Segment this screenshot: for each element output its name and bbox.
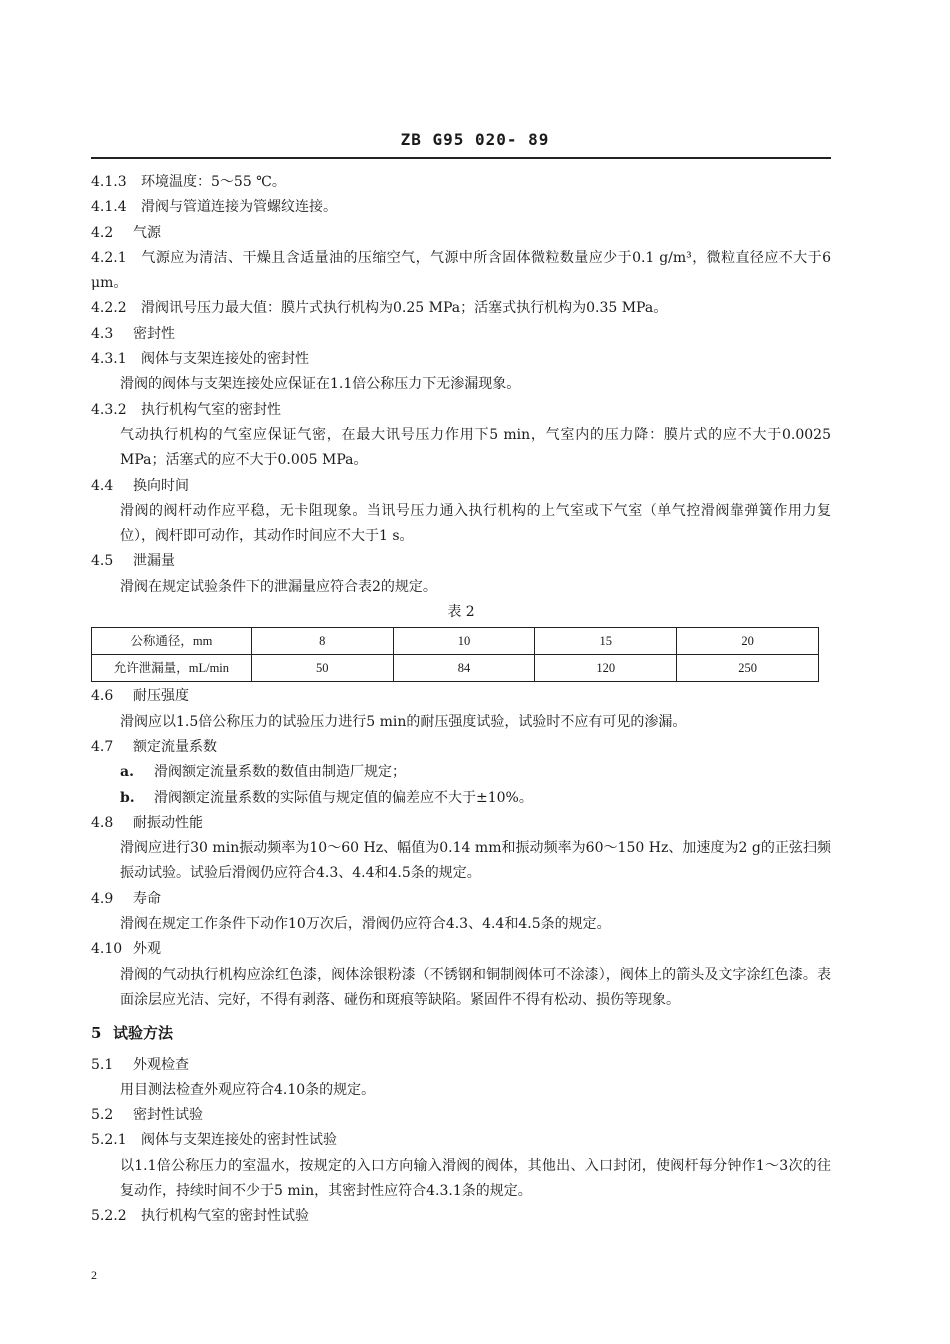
- clause-number: 5.2.2: [91, 1208, 127, 1225]
- clause-text: 执行机构气室的密封性试验: [141, 1208, 309, 1225]
- list-text: 滑阀额定流量系数的数值由制造厂规定；: [154, 764, 406, 781]
- clause-text: 滑阀与管道连接为管螺纹连接。: [141, 199, 337, 216]
- clause-text: 气源: [133, 224, 161, 241]
- list-label: b.: [120, 789, 135, 806]
- clause-4-3-2-paragraph: 气动执行机构的气室应保证气密，在最大讯号压力作用下5 min，气室内的压力降：膜片式的应不大于0.0025 MPa；活塞式的应不大于0.005 MPa。: [120, 426, 831, 469]
- clause-text: 耐压强度: [133, 688, 189, 705]
- clause-text: 阀体与支架连接处的密封性: [141, 351, 309, 368]
- clause-text: 密封性试验: [133, 1107, 203, 1124]
- header-rule: [91, 157, 831, 159]
- clause-text: 气源应为清洁、干燥且含适量油的压缩空气，气源中所含固体微粒数量应少于0.1 g/m³，微粒直径应不大于6 μm。: [91, 249, 831, 292]
- clause-number: 4.1.3: [91, 174, 127, 190]
- table-cell: 120: [535, 655, 677, 682]
- clause-text: 阀体与支架连接处的密封性试验: [141, 1132, 337, 1149]
- clause-number: 4.8: [91, 814, 114, 831]
- clause-number: 4.10: [91, 941, 123, 958]
- clause-number: 4.3.1: [91, 351, 127, 368]
- list-text: 滑阀额定流量系数的实际值与规定值的偏差应不大于±10%。: [154, 789, 533, 806]
- clause-4-1-3: [91, 170, 831, 195]
- clause-number: 4.2.1: [91, 249, 127, 266]
- clause-4-9: [91, 887, 831, 912]
- clause-5-2-1-paragraph: 以1.1倍公称压力的室温水，按规定的入口方向输入滑阀的阀体，其他出、入口封闭，使阀杆每分钟作1～3次的往复动作，持续时间不少于5 min，其密封性应符合4.3.1条的规定。: [120, 1157, 831, 1199]
- clause-number: 4.6: [91, 688, 114, 705]
- table-row: [92, 655, 819, 682]
- clause-4-2-2: [91, 296, 831, 321]
- clause-4-8-paragraph: 滑阀应进行30 min振动频率为10～60 Hz、幅值为0.14 mm和振动频率为60～150 Hz、加速度为2 g的正弦扫频振动试验。试验后滑阀仍应符合4.3、4.4和4.5条的规定。: [120, 840, 831, 882]
- clause-4-3-1-paragraph: 滑阀的阀体与支架连接处应保证在1.1倍公称压力下无渗漏现象。: [120, 376, 521, 393]
- list-item-b: [91, 786, 831, 811]
- table-2-caption: 表 2: [447, 604, 475, 621]
- clause-text: 外观检查: [133, 1056, 189, 1073]
- clause-text: 环境温度：5～55 ℃。: [141, 174, 286, 190]
- table-row-header: 公称通径，mm: [92, 628, 252, 655]
- clause-text: 耐振动性能: [133, 814, 203, 831]
- clause-text: 泄漏量: [133, 553, 175, 570]
- clause-text: 外观: [133, 941, 161, 958]
- page-number: 2: [91, 1268, 97, 1282]
- clause-4-6-paragraph: 滑阀应以1.5倍公称压力的试验压力进行5 min的耐压强度试验，试验时不应有可见的渗漏。: [120, 713, 687, 730]
- clause-number: 5.1: [91, 1056, 114, 1073]
- standard-code-header: ZB G95 020- 89: [400, 130, 550, 149]
- clause-number: 4.5: [91, 553, 114, 570]
- clause-number: 4.1.4: [91, 199, 127, 216]
- leakage-table: [91, 627, 819, 682]
- clause-number: 4.2: [91, 224, 114, 241]
- clause-5-2: [91, 1103, 831, 1128]
- clause-5-2-1: [91, 1128, 831, 1153]
- clause-4-1-4: [91, 195, 831, 220]
- section-number: 5: [91, 1024, 102, 1043]
- table-cell: 84: [393, 655, 535, 682]
- clause-4-9-paragraph: 滑阀在规定工作条件下动作10万次后，滑阀仍应符合4.3、4.4和4.5条的规定。: [120, 916, 611, 933]
- clause-4-4-paragraph: 滑阀的阀杆动作应平稳，无卡阻现象。当讯号压力通入执行机构的上气室或下气室（单气控滑阀靠弹簧作用力复位），阀杆即可动作，其动作时间应不大于1 s。: [120, 502, 831, 545]
- clause-4-2: [91, 221, 831, 246]
- clause-4-3: [91, 322, 831, 347]
- clause-5-1: [91, 1053, 831, 1078]
- clause-4-4: [91, 474, 831, 499]
- clause-4-3-1: [91, 347, 831, 372]
- table-cell: 20: [677, 628, 819, 655]
- clause-text: 滑阀讯号压力最大值：膜片式执行机构为0.25 MPa；活塞式执行机构为0.35 MPa。: [141, 300, 668, 317]
- section-title: 试验方法: [113, 1024, 174, 1043]
- clause-4-2-1: [91, 246, 831, 297]
- clause-text: 执行机构气室的密封性: [141, 401, 281, 418]
- clause-5-1-paragraph: 用目测法检查外观应符合4.10条的规定。: [120, 1081, 376, 1098]
- clause-4-3-2: [91, 398, 831, 423]
- clause-number: 4.3.2: [91, 401, 127, 418]
- clause-number: 5.2: [91, 1107, 114, 1124]
- table-row-header: 允许泄漏量，mL/min: [92, 655, 252, 682]
- clause-number: 4.3: [91, 325, 114, 342]
- list-label: a.: [120, 764, 134, 781]
- table-cell: 10: [393, 628, 535, 655]
- clause-text: 寿命: [133, 890, 161, 907]
- clause-4-8: [91, 811, 831, 836]
- table-cell: 15: [535, 628, 677, 655]
- clause-4-6: [91, 684, 831, 709]
- clause-4-10-paragraph: 滑阀的气动执行机构应涂红色漆，阀体涂银粉漆（不锈钢和铜制阀体可不涂漆），阀体上的箭头及文字涂红色漆。表面涂层应光洁、完好，不得有剥落、碰伤和斑痕等缺陷。紧固件不得有松动、损伤等现象。: [120, 966, 831, 1008]
- clause-number: 4.4: [91, 477, 114, 494]
- clause-text: 密封性: [133, 325, 175, 342]
- clause-text: 换向时间: [133, 477, 189, 494]
- clause-5-2-2: [91, 1204, 831, 1229]
- clause-number: 4.9: [91, 890, 114, 907]
- list-item-a: [91, 760, 831, 785]
- clause-number: 5.2.1: [91, 1132, 127, 1149]
- clause-number: 4.2.2: [91, 300, 127, 317]
- table-cell: 250: [677, 655, 819, 682]
- clause-text: 额定流量系数: [133, 738, 217, 755]
- table-cell: 50: [251, 655, 393, 682]
- clause-4-5: [91, 549, 831, 574]
- clause-number: 4.7: [91, 738, 114, 755]
- table-cell: 8: [251, 628, 393, 655]
- clause-4-10: [91, 937, 831, 962]
- section-5-heading: [91, 1021, 831, 1046]
- table-row: [92, 628, 819, 655]
- document-body: [91, 170, 831, 1230]
- clause-4-7: [91, 735, 831, 760]
- clause-4-5-paragraph: 滑阀在规定试验条件下的泄漏量应符合表2的规定。: [120, 578, 437, 595]
